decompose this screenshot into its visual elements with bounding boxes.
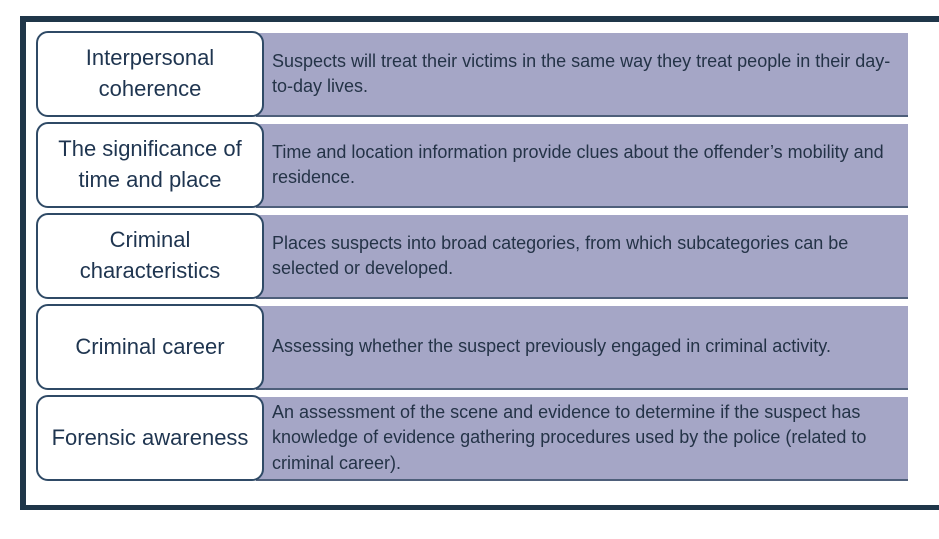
row-description: Time and location information provide clues about the offender’s mobility and residence. xyxy=(256,124,908,208)
row-label: The significance of time and place xyxy=(36,122,264,208)
row-description: An assessment of the scene and evidence to determine if the suspect has knowledge of evidence gathering procedures used by the police (related to criminal career). xyxy=(256,397,908,481)
row-label: Criminal career xyxy=(36,304,264,390)
row-forensic-awareness xyxy=(36,395,908,481)
row-criminal-career xyxy=(36,304,908,390)
row-criminal-characteristics xyxy=(36,213,908,299)
row-label: Forensic awareness xyxy=(36,395,264,481)
row-description: Places suspects into broad categories, from which subcategories can be selected or developed. xyxy=(256,215,908,299)
row-label: Criminal characteristics xyxy=(36,213,264,299)
row-description: Assessing whether the suspect previously engaged in criminal activity. xyxy=(256,306,908,390)
row-label: Interpersonal coherence xyxy=(36,31,264,117)
row-description: Suspects will treat their victims in the same way they treat people in their day-to-day lives. xyxy=(256,33,908,117)
row-significance-of-time-and-place xyxy=(36,122,908,208)
row-interpersonal-coherence xyxy=(36,31,908,117)
